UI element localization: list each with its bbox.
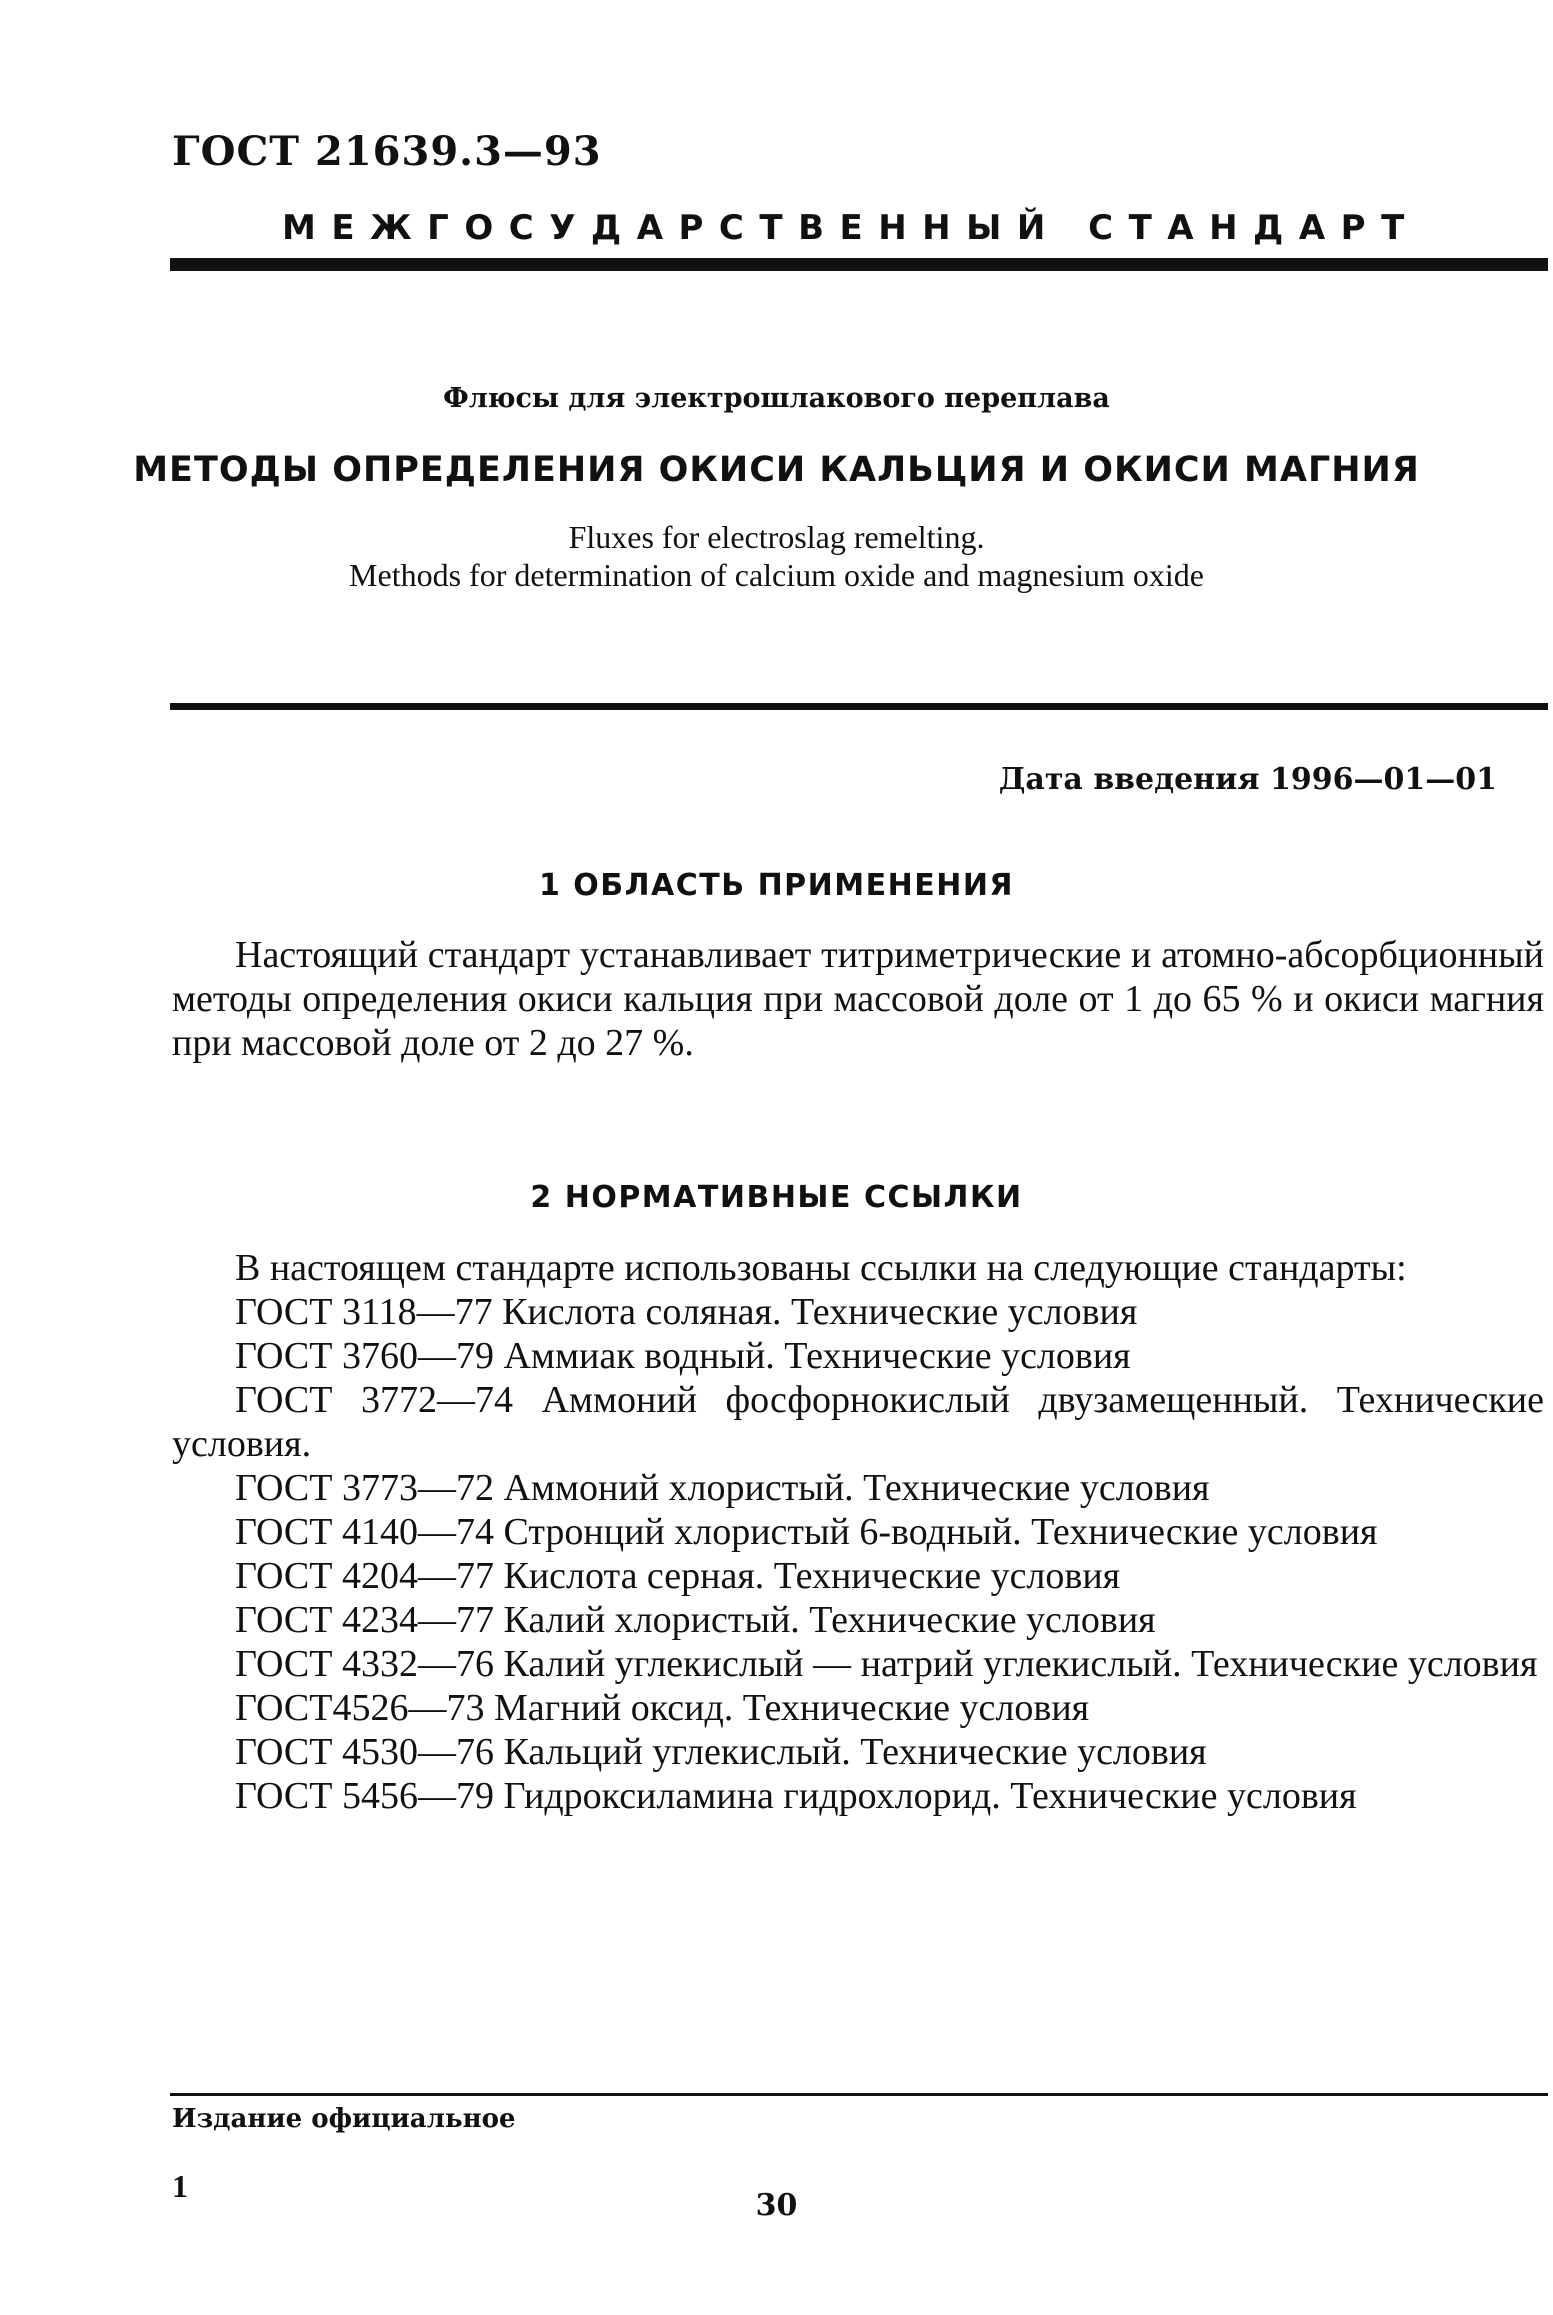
english-title-line-1: Fluxes for electroslag remelting. xyxy=(568,519,985,555)
reference-item: ГОСТ 5456—79 Гидроксиламина гидрохлорид. Технические условия xyxy=(235,1775,1357,1817)
english-title-line-2: Methods for determination of calcium oxide and magnesium oxide xyxy=(349,557,1204,593)
reference-item: ГОСТ 4204—77 Кислота серная. Технические условия xyxy=(235,1555,1121,1597)
introduction-date: Дата введения 1996—01—01 xyxy=(998,762,1497,797)
footer-mark: 1 xyxy=(172,2168,188,2204)
section-1-body xyxy=(172,933,1544,1065)
section-2-heading: 2 НОРМАТИВНЫЕ ССЫЛКИ xyxy=(530,1180,1023,1215)
title-rule xyxy=(170,703,1548,710)
page-number: 30 xyxy=(755,2188,798,2223)
header-rule xyxy=(170,258,1548,271)
document-subtitle: Флюсы для электрошлакового переплава xyxy=(443,383,1110,414)
section-1-paragraph: Настоящий стандарт устанавливает титриметрические и атомно-абсорбционный методы определения окиси кальция при массовой доле от 1 до 65 % и окиси магния при массовой доле от 2 до 27 %. xyxy=(172,934,1544,1064)
english-title xyxy=(0,518,1553,594)
reference-item: ГОСТ 3772—74 Аммоний фосфорнокислый двузамещенный. Технические условия. xyxy=(172,1379,1544,1465)
reference-item: ГОСТ 3760—79 Аммиак водный. Технические условия xyxy=(235,1335,1131,1377)
reference-item: ГОСТ4526—73 Магний оксид. Технические условия xyxy=(235,1687,1090,1729)
section-1-heading: 1 ОБЛАСТЬ ПРИМЕНЕНИЯ xyxy=(538,868,1015,903)
footer-rule xyxy=(170,2093,1548,2096)
reference-item: ГОСТ 4234—77 Калий хлористый. Технические условия xyxy=(235,1599,1156,1641)
standard-type: МЕЖГОСУДАРСТВЕННЫЙ СТАНДАРТ xyxy=(282,208,1420,248)
section-2-body xyxy=(172,1246,1544,1818)
reference-item: ГОСТ 4332—76 Калий углекислый — натрий углекислый. Технические условия xyxy=(235,1643,1538,1685)
reference-item: ГОСТ 4140—74 Стронций хлористый 6-водный. Технические условия xyxy=(235,1511,1378,1553)
reference-item: ГОСТ 3773—72 Аммоний хлористый. Технические условия xyxy=(235,1467,1210,1509)
gost-number: ГОСТ 21639.3—93 xyxy=(172,128,602,175)
reference-item: ГОСТ 4530—76 Кальций углекислый. Технические условия xyxy=(235,1731,1207,1773)
official-edition-label: Издание официальное xyxy=(172,2104,516,2134)
reference-item: ГОСТ 3118—77 Кислота соляная. Технические условия xyxy=(235,1291,1138,1333)
document-title: МЕТОДЫ ОПРЕДЕЛЕНИЯ ОКИСИ КАЛЬЦИЯ И ОКИСИ МАГНИЯ xyxy=(133,450,1420,490)
section-2-intro: В настоящем стандарте использованы ссылки на следующие стандарты: xyxy=(235,1247,1407,1289)
references-list xyxy=(172,1290,1544,1818)
